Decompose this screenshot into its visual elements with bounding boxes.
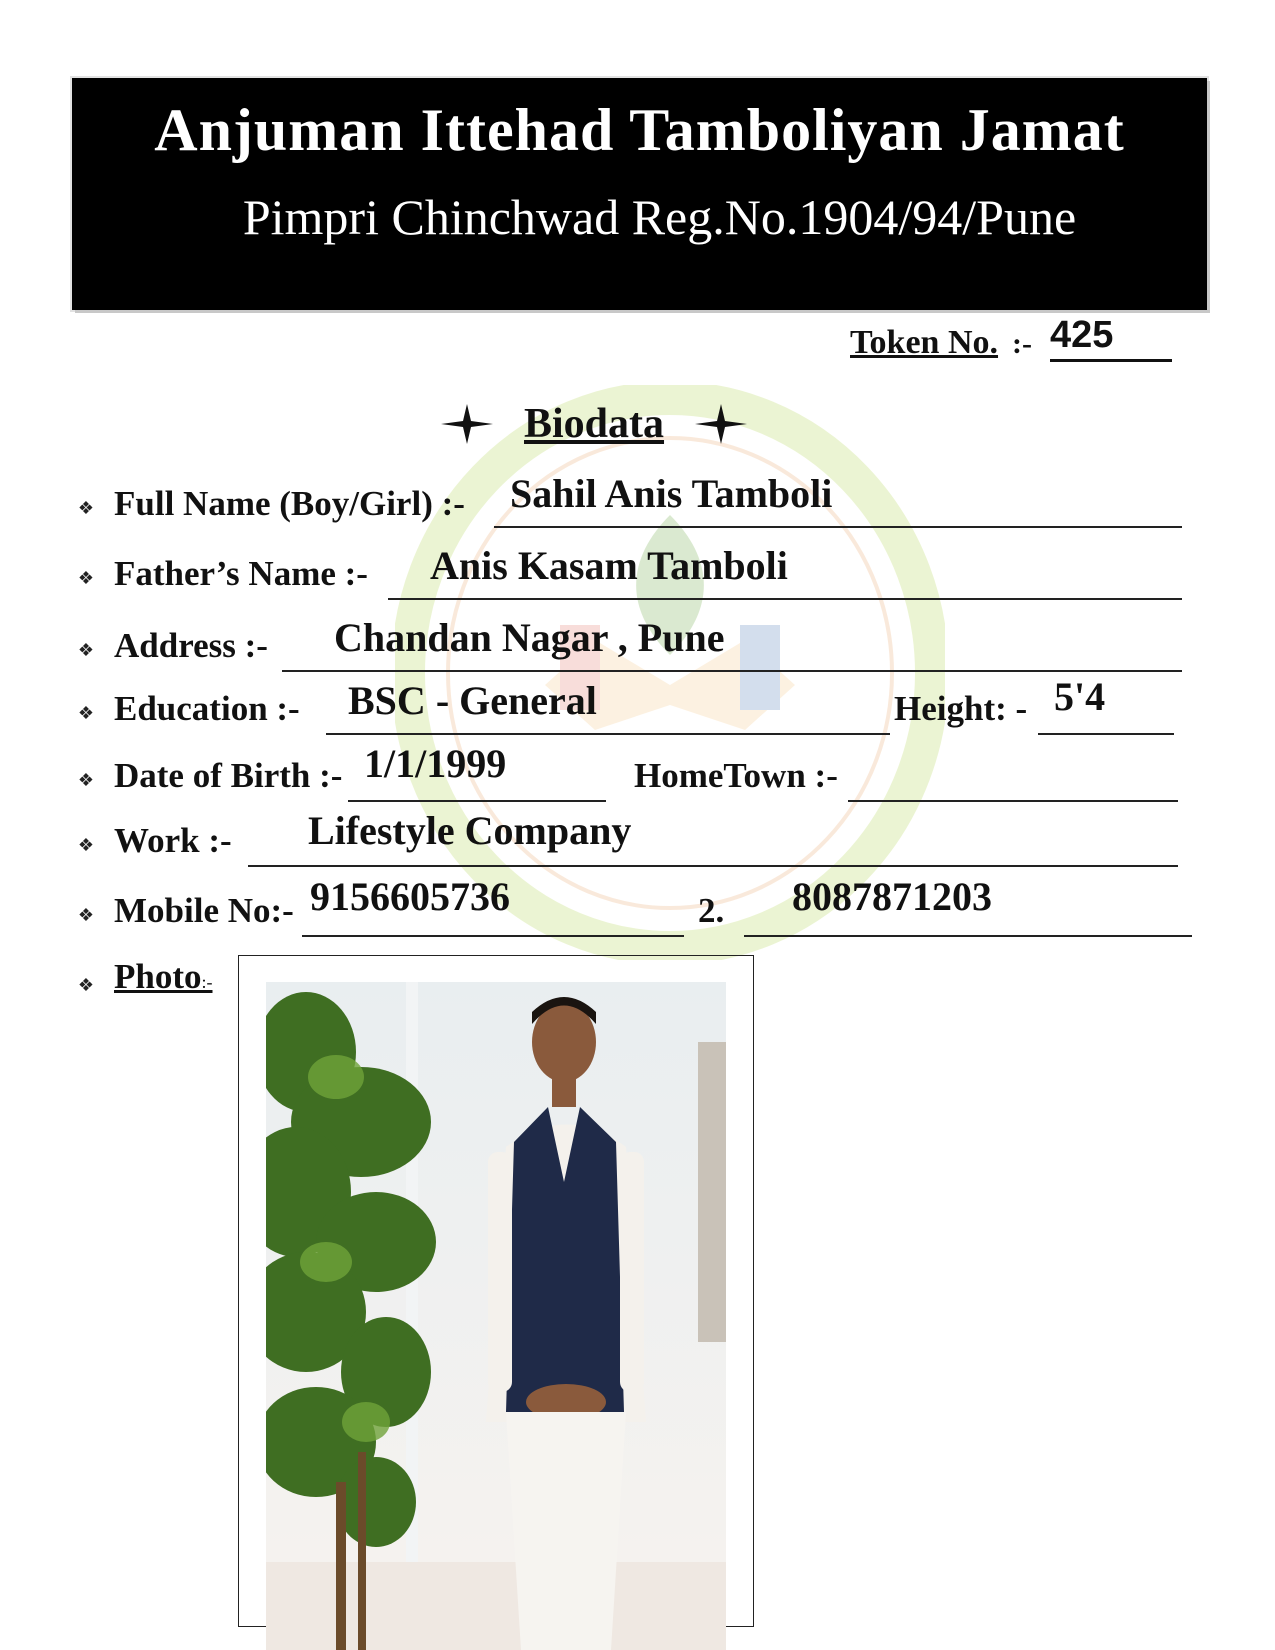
diamond-bullet-icon: ❖ bbox=[77, 905, 95, 925]
diamond-bullet-icon: ❖ bbox=[77, 770, 95, 790]
education-value: BSC - General bbox=[348, 678, 597, 723]
photo-label bbox=[114, 957, 213, 997]
second-mobile-value: 8087871203 bbox=[792, 874, 992, 919]
height-value: 5'4 bbox=[1054, 674, 1106, 719]
second-mobile-label: 2. bbox=[698, 891, 725, 930]
address-value: Chandan Nagar , Pune bbox=[334, 615, 725, 660]
header-banner bbox=[72, 78, 1207, 310]
father-name-label: Father’s Name :- bbox=[114, 554, 368, 593]
work-label: Work :- bbox=[114, 821, 232, 860]
four-point-star-icon bbox=[440, 402, 494, 446]
token-number bbox=[850, 314, 1172, 368]
biodata-title: Biodata bbox=[524, 401, 665, 447]
height-label: Height: - bbox=[894, 689, 1028, 728]
full-name-value: Sahil Anis Tamboli bbox=[510, 471, 833, 516]
photo-label-suffix: :- bbox=[201, 972, 213, 992]
father-name-value: Anis Kasam Tamboli bbox=[430, 543, 788, 588]
organization-title: Anjuman Ittehad Tamboliyan Jamat bbox=[154, 97, 1125, 163]
diamond-bullet-icon: ❖ bbox=[77, 835, 95, 855]
profile-photo-illustration bbox=[266, 982, 726, 1650]
diamond-bullet-icon: ❖ bbox=[77, 640, 95, 660]
dob-value: 1/1/1999 bbox=[364, 741, 507, 786]
diamond-bullet-icon: ❖ bbox=[77, 975, 95, 995]
education-label: Education :- bbox=[114, 689, 300, 728]
token-label: Token No. bbox=[850, 324, 999, 361]
diamond-bullet-icon: ❖ bbox=[77, 498, 95, 518]
biodata-heading bbox=[440, 400, 748, 448]
mobile-label: Mobile No:- bbox=[114, 891, 294, 930]
diamond-bullet-icon: ❖ bbox=[77, 568, 95, 588]
address-label: Address :- bbox=[114, 626, 268, 665]
four-point-star-icon bbox=[694, 402, 748, 446]
work-value: Lifestyle Company bbox=[308, 808, 632, 853]
full-name-label: Full Name (Boy/Girl) :- bbox=[114, 484, 465, 523]
organization-subtitle: Pimpri Chinchwad Reg.No.1904/94/Pune bbox=[242, 189, 1077, 245]
dob-label: Date of Birth :- bbox=[114, 756, 343, 795]
photo-label-text: Photo bbox=[114, 957, 202, 996]
profile-photo bbox=[266, 982, 726, 1650]
hometown-field[interactable] bbox=[848, 760, 1178, 802]
token-value: 425 bbox=[1050, 314, 1172, 362]
hometown-label: HomeTown :- bbox=[634, 756, 838, 795]
diamond-bullet-icon: ❖ bbox=[77, 703, 95, 723]
token-separator: :- bbox=[1012, 327, 1033, 360]
mobile-value: 9156605736 bbox=[310, 874, 510, 919]
